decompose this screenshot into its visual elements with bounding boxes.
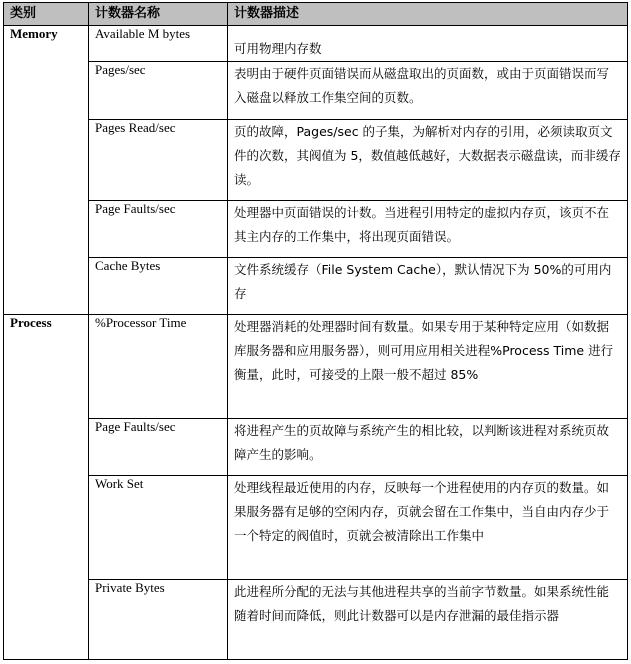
table-row xyxy=(4,62,628,120)
counter-name: Work Set xyxy=(89,476,228,580)
counter-desc: 此进程所分配的无法与其他进程共享的当前字节数量。如果系统性能随着时间而降低，则此计数器可以是内存泄漏的最佳指示器 xyxy=(228,580,628,660)
counter-name: Private Bytes xyxy=(89,580,228,660)
category-process: Process xyxy=(4,315,89,660)
table-row xyxy=(4,258,628,315)
counter-desc: 页的故障，Pages/sec 的子集，为解析对内存的引用，必须读取页文件的次数，其阀值为 5，数值越低越好，大数据表示磁盘读，而非缓存读。 xyxy=(228,120,628,201)
header-category: 类别 xyxy=(4,3,89,26)
counter-desc: 处理器消耗的处理器时间有数量。如果专用于某种特定应用（如数据库服务器和应用服务器），则可用应用相关进程%Process Time 进行衡量，此时，可接受的上限一般不超过 85% xyxy=(228,315,628,419)
counter-name: Pages Read/sec xyxy=(89,120,228,201)
category-memory: Memory xyxy=(4,26,89,315)
counter-name: Cache Bytes xyxy=(89,258,228,315)
table-row xyxy=(4,201,628,258)
counter-desc: 处理线程最近使用的内存，反映每一个进程使用的内存页的数量。如果服务器有足够的空闲内存，页就会留在工作集中，当自由内存少于一个特定的阀值时，页就会被清除出工作集中 xyxy=(228,476,628,580)
counter-table xyxy=(3,2,628,660)
table-row xyxy=(4,315,628,419)
table-row xyxy=(4,26,628,62)
table-row xyxy=(4,419,628,476)
counter-desc: 处理器中页面错误的计数。当进程引用特定的虚拟内存页，该页不在其主内存的工作集中，将出现页面错误。 xyxy=(228,201,628,258)
counter-desc: 表明由于硬件页面错误而从磁盘取出的页面数，或由于页面错误而写入磁盘以释放工作集空间的页数。 xyxy=(228,62,628,120)
counter-name: Page Faults/sec xyxy=(89,419,228,476)
counter-name: Available M bytes xyxy=(89,26,228,62)
counter-name: Pages/sec xyxy=(89,62,228,120)
counter-desc: 可用物理内存数 xyxy=(228,26,628,62)
table-row xyxy=(4,120,628,201)
table-row xyxy=(4,580,628,660)
counter-name: %Processor Time xyxy=(89,315,228,419)
table-row xyxy=(4,476,628,580)
counter-name: Page Faults/sec xyxy=(89,201,228,258)
header-row xyxy=(4,3,628,26)
counter-desc: 将进程产生的页故障与系统产生的相比较，以判断该进程对系统页故障产生的影响。 xyxy=(228,419,628,476)
counter-desc: 文件系统缓存（File System Cache），默认情况下为 50%的可用内存 xyxy=(228,258,628,315)
header-counter-name: 计数器名称 xyxy=(89,3,228,26)
header-counter-desc: 计数器描述 xyxy=(228,3,628,26)
